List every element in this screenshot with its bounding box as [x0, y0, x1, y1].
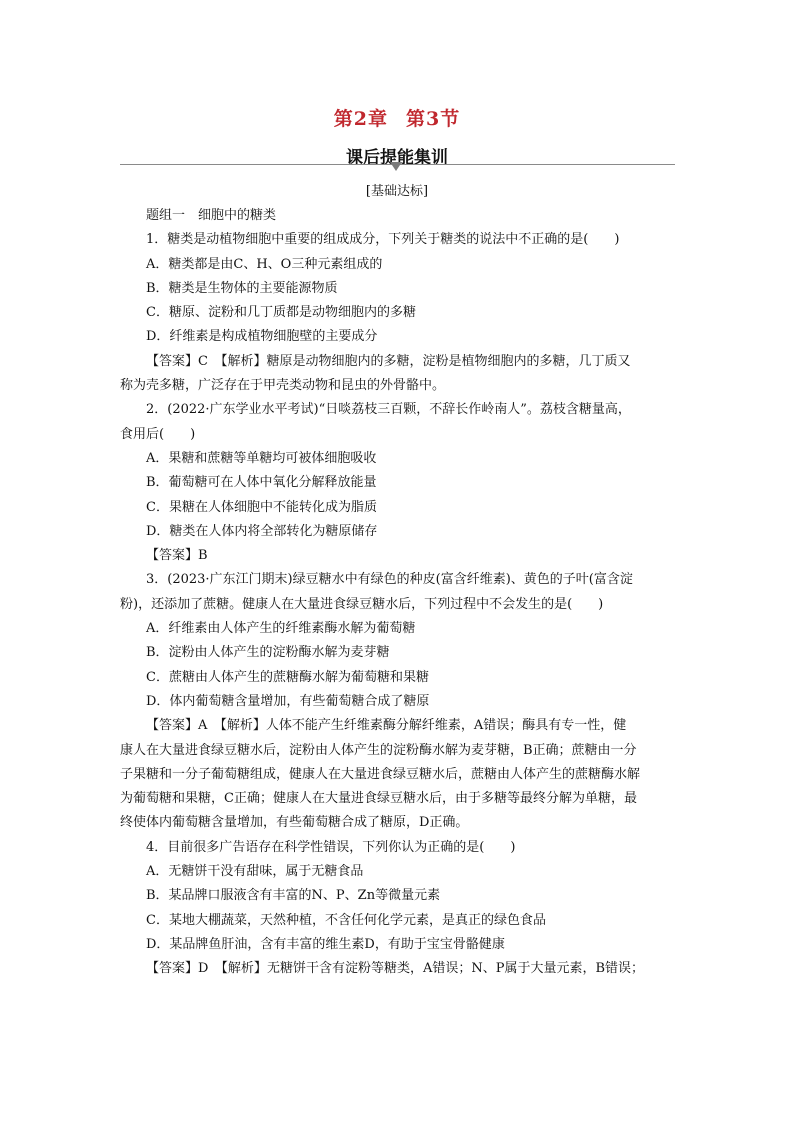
question-1-option-c: C．糖原、淀粉和几丁质都是动物细胞内的多糖: [146, 305, 416, 321]
exercise-content: [120, 204, 680, 982]
analysis-text: 无糖饼干含有淀粉等糖类，A错误；N、P属于大量元素，B错误；: [266, 961, 645, 977]
section-number-label: 第3节: [406, 108, 461, 130]
answer-label: 【答案】D 【解析】: [146, 961, 267, 977]
question-3-option-b: B．淀粉由人体产生的淀粉酶水解为麦芽糖: [146, 645, 390, 661]
answer-label: 【答案】A 【解析】: [146, 718, 266, 734]
answer-label: 【答案】C 【解析】: [146, 353, 267, 369]
question-2-option-c: C．果糖在人体细胞中不能转化成为脂质: [146, 499, 377, 515]
question-3-option-a: A．纤维素由人体产生的纤维素酶水解为葡萄糖: [146, 621, 416, 637]
page-subtitle: 课后提能集训: [346, 148, 448, 168]
question-2-option-a: A．果糖和蔗糖等单糖均可被体细胞吸收: [146, 450, 377, 466]
question-4-option-a: A．无糖饼干没有甜味，属于无糖食品: [146, 864, 364, 880]
question-3-stem: 3．(2023·广东江门期末)绿豆糖水中有绿色的种皮(富含纤维素)、黄色的子叶(富含淀: [146, 572, 633, 588]
question-1-answer: [120, 350, 680, 374]
question-1-option-d: D．纤维素是构成植物细胞壁的主要成分: [146, 329, 378, 345]
question-3-analysis-line4: 为葡萄糖和果糖，C正确；健康人在大量进食绿豆糖水后，由于多糖等最终分解为单糖，最: [120, 791, 637, 807]
question-2-stem: 2．(2022·广东学业水平考试)“日啖荔枝三百颗，不辞长作岭南人”。荔枝含糖量高，: [146, 402, 631, 418]
question-3-analysis-line2: 康人在大量进食绿豆糖水后，淀粉由人体产生的淀粉酶水解为麦芽糖，B正确；蔗糖由一分: [120, 742, 637, 758]
question-1-option-a: A．糖类都是由C、H、O三种元素组成的: [146, 256, 383, 272]
question-4-stem: 4．目前很多广告语存在科学性错误，下列你认为正确的是( ): [146, 839, 516, 855]
question-3-answer: [120, 714, 680, 738]
question-2-stem-cont: 食用后( ): [120, 426, 196, 442]
question-2-option-b: B．葡萄糖可在人体中氧化分解释放能量: [146, 475, 377, 491]
question-2-option-d: D．糖类在人体内将全部转化为糖原储存: [146, 523, 378, 539]
question-4-answer: [120, 957, 680, 981]
question-3-analysis-line3: 子果糖和一分子葡萄糖组成，健康人在大量进食绿豆糖水后，蔗糖由人体产生的蔗糖酶水解: [120, 766, 641, 782]
question-3-option-d: D．体内葡萄糖含量增加，有些葡萄糖合成了糖原: [146, 693, 430, 709]
analysis-text: 糖原是动物细胞内的多糖，淀粉是植物细胞内的多糖，几丁质又: [266, 353, 631, 369]
question-3-option-c: C．蔗糖由人体产生的蔗糖酶水解为葡萄糖和果糖: [146, 669, 429, 685]
question-1-stem: 1．糖类是动植物细胞中重要的组成成分，下列关于糖类的说法中不正确的是( ): [146, 232, 620, 248]
section-label: [基础达标]: [365, 184, 429, 199]
group-heading: 题组一 细胞中的糖类: [146, 208, 277, 223]
question-2-answer: 【答案】B: [146, 548, 208, 564]
divider-triangle-icon: [390, 162, 402, 171]
chapter-label: 第2章: [333, 108, 388, 130]
question-1-option-b: B．糖类是生物体的主要能源物质: [146, 280, 338, 296]
question-3-stem-cont: 粉)，还添加了蔗糖。健康人在大量进食绿豆糖水后，下列过程中不会发生的是( ): [120, 596, 604, 612]
question-1-analysis-cont: 称为壳多糖，广泛存在于甲壳类动物和昆虫的外骨骼中。: [120, 378, 446, 394]
question-4-option-b: B．某品牌口服液含有丰富的N、P、Zn等微量元素: [146, 888, 441, 904]
chapter-section-title: [0, 104, 794, 131]
question-4-option-c: C．某地大棚蔬菜，天然种植，不含任何化学元素，是真正的绿色食品: [146, 912, 546, 928]
question-3-analysis-line5: 终使体内葡萄糖含量增加，有些葡萄糖合成了糖原，D正确。: [120, 815, 469, 831]
question-4-option-d: D．某品牌鱼肝油，含有丰富的维生素D，有助于宝宝骨骼健康: [146, 936, 505, 952]
analysis-text: 人体不能产生纤维素酶分解纤维素，A错误；酶具有专一性，健: [265, 718, 627, 734]
